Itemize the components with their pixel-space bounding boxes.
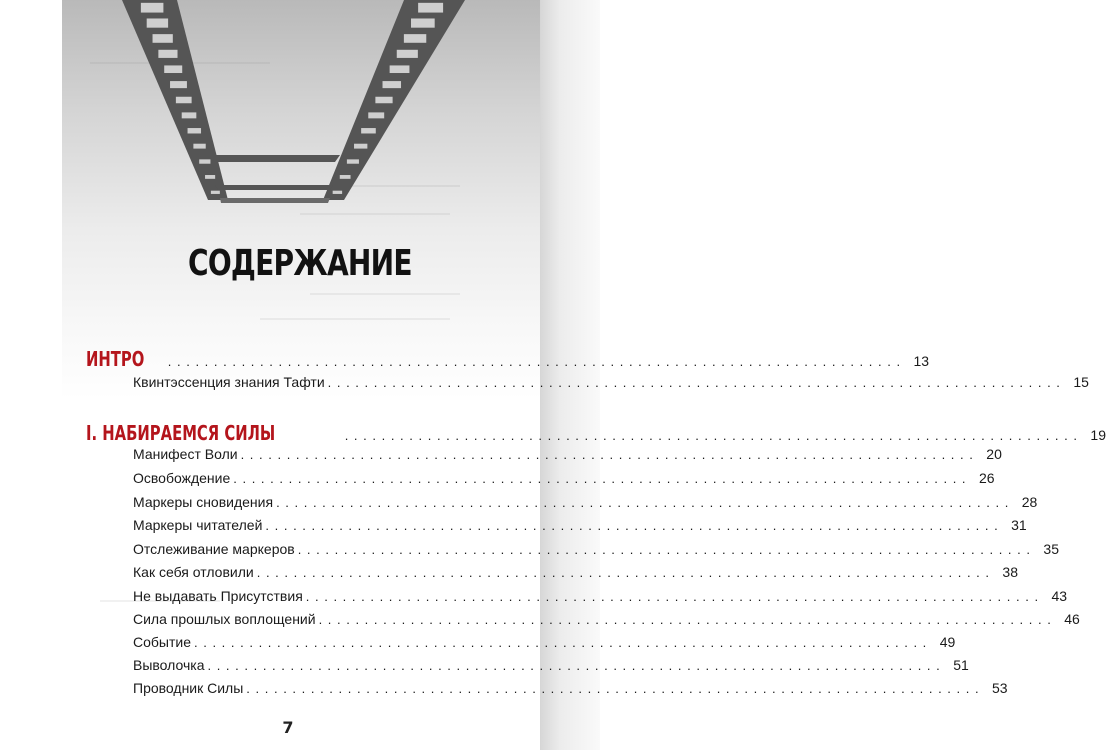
toc-page-number: 31: [1011, 517, 1027, 533]
sprocket-hole: [170, 81, 187, 88]
film-strip-left: [122, 0, 228, 200]
dot-leader: . . . . . . . . . . . . . . . . . . . . . . . . . . . . . . . . . . . . . . . . . . . . . . . . . . . . . . . . . . . . . . . . . . . . . . . . . . . . . . . .: [276, 495, 1010, 510]
sprocket-hole: [375, 97, 392, 104]
sprocket-hole: [141, 3, 164, 13]
toc-entry-title: Сила прошлых воплощений: [133, 611, 316, 627]
toc-entry: [133, 657, 969, 673]
sprocket-hole: [368, 112, 384, 118]
toc-entry-title: Маркеры сновидения: [133, 494, 274, 510]
toc-entry-title: Маркеры читателей: [133, 517, 263, 533]
dot-leader: . . . . . . . . . . . . . . . . . . . . . . . . . . . . . . . . . . . . . . . . . . . . . . . . . . . . . . . . . . . . . . . . . . . . . . . . . . . . . . . .: [246, 681, 980, 696]
toc-entry-title: Не выдавать Присутствия: [133, 588, 303, 604]
sprocket-hole: [205, 175, 215, 179]
toc-page-number: 19: [1090, 427, 1106, 443]
sprocket-hole: [383, 81, 402, 88]
dot-leader: . . . . . . . . . . . . . . . . . . . . . . . . . . . . . . . . . . . . . . . . . . . . . . . . . . . . . . . . . . . . . . . . . . . . . . . . . . . . . . . .: [318, 612, 1052, 627]
film-frame-bar: [215, 185, 333, 190]
sprocket-hole: [164, 65, 182, 73]
dot-leader: . . . . . . . . . . . . . . . . . . . . . . . . . . . . . . . . . . . . . . . . . . . . . . . . . . . . . . . . . . . . . . . . . . . . . . . . . . . . . . . .: [327, 375, 1061, 390]
toc-entry-title: Как себя отловили: [133, 564, 254, 580]
sprocket-hole: [361, 128, 376, 133]
dot-leader: . . . . . . . . . . . . . . . . . . . . . . . . . . . . . . . . . . . . . . . . . . . . . . . . . . . . . . . . . . . . . . . . . . . . . . . . . . . . . . . .: [265, 518, 999, 533]
dot-leader: . . . . . . . . . . . . . . . . . . . . . . . . . . . . . . . . . . . . . . . . . . . . . . . . . . . . . . . . . . . . . . . . . . . . . . . . . . . . . . . .: [233, 471, 967, 486]
toc-entry: [133, 564, 1018, 580]
dot-leader: . . . . . . . . . . . . . . . . . . . . . . . . . . . . . . . . . . . . . . . . . . . . . . . . . . . . . . . . . . . . . . . . . . . . . . . . . . . . . . . .: [240, 447, 974, 462]
sprocket-hole: [176, 97, 192, 104]
toc-section-title: ИНТРО: [86, 347, 145, 371]
toc-page-number: 26: [978, 470, 995, 486]
sprocket-hole: [404, 34, 426, 43]
film-strip-right: [323, 0, 465, 200]
toc-entry: [133, 517, 1027, 533]
toc-page-number: 35: [1043, 541, 1059, 557]
toc-entry: [133, 374, 1089, 390]
sprocket-hole: [411, 18, 435, 27]
toc-entry: [133, 634, 956, 650]
toc-page-number: 53: [992, 680, 1008, 696]
toc-page-number: 51: [953, 657, 969, 673]
toc-entry: [133, 494, 1038, 510]
sprocket-hole: [333, 191, 342, 194]
toc-entry-title: Манифест Воли: [133, 446, 238, 462]
toc-page-number: 49: [939, 634, 956, 650]
toc-entry-title: Выволочка: [133, 657, 205, 673]
toc-page-number: 38: [1002, 564, 1018, 580]
sprocket-hole: [182, 112, 197, 118]
sprocket-hole: [199, 159, 210, 163]
dot-leader: . . . . . . . . . . . . . . . . . . . . . . . . . . . . . . . . . . . . . . . . . . . . . . . . . . . . . . . . . . . . . . . . . . . . . . . . . . . . . . . .: [305, 589, 1040, 604]
toc-entry-title: Квинтэссенция знания Тафти: [133, 374, 325, 390]
toc-page-number: 15: [1073, 374, 1089, 390]
toc-page-number: 13: [913, 353, 930, 369]
toc-section-title: I. НАБИРАЕМСЯ СИЛЫ: [86, 421, 276, 445]
sprocket-hole: [340, 175, 351, 179]
sprocket-hole: [193, 144, 205, 149]
sprocket-hole: [418, 3, 443, 13]
toc-section: [86, 421, 1106, 445]
sprocket-hole: [397, 50, 418, 58]
film-frame-bar: [210, 155, 340, 162]
toc-entry: [133, 588, 1068, 604]
toc-page-number: 43: [1051, 588, 1068, 604]
dot-leader: . . . . . . . . . . . . . . . . . . . . . . . . . . . . . . . . . . . . . . . . . . . . . . . . . . . . . . . . . . . . . . . . . . . . . . . . . . . . . . . .: [167, 354, 902, 369]
dot-leader: . . . . . . . . . . . . . . . . . . . . . . . . . . . . . . . . . . . . . . . . . . . . . . . . . . . . . . . . . . . . . . . . . . . . . . . . . . . . . . . .: [297, 542, 1031, 557]
toc-entry-title: Событие: [133, 634, 191, 650]
page-number: 7: [282, 718, 294, 737]
sprocket-hole: [211, 191, 220, 194]
toc-page-number: 28: [1021, 494, 1038, 510]
toc-entry-title: Проводник Силы: [133, 680, 244, 696]
toc-entry-title: Освобождение: [133, 470, 231, 486]
dot-leader: . . . . . . . . . . . . . . . . . . . . . . . . . . . . . . . . . . . . . . . . . . . . . . . . . . . . . . . . . . . . . . . . . . . . . . . . . . . . . . . .: [207, 658, 941, 673]
toc-entry: [133, 470, 995, 486]
page-title: СОДЕРЖАНИЕ: [188, 243, 412, 284]
dot-leader: . . . . . . . . . . . . . . . . . . . . . . . . . . . . . . . . . . . . . . . . . . . . . . . . . . . . . . . . . . . . . . . . . . . . . . . . . . . . . . . .: [344, 428, 1078, 443]
sprocket-hole: [390, 65, 410, 73]
sprocket-hole: [188, 128, 201, 133]
sprocket-hole: [354, 144, 367, 149]
toc-section: [86, 347, 930, 371]
toc-entry: [133, 446, 1002, 462]
toc-entry-title: Отслеживание маркеров: [133, 541, 295, 557]
toc-entry: [133, 680, 1008, 696]
toc-page-number: 46: [1064, 611, 1080, 627]
sprocket-hole: [158, 50, 177, 58]
film-frame-bar: [220, 198, 330, 203]
sprocket-hole: [153, 34, 173, 43]
toc-entry: [133, 611, 1080, 627]
dot-leader: . . . . . . . . . . . . . . . . . . . . . . . . . . . . . . . . . . . . . . . . . . . . . . . . . . . . . . . . . . . . . . . . . . . . . . . . . . . . . . . .: [194, 635, 928, 650]
toc-entry: [133, 541, 1059, 557]
sprocket-hole: [347, 159, 359, 163]
dot-leader: . . . . . . . . . . . . . . . . . . . . . . . . . . . . . . . . . . . . . . . . . . . . . . . . . . . . . . . . . . . . . . . . . . . . . . . . . . . . . . . .: [256, 565, 990, 580]
sprocket-hole: [147, 18, 168, 27]
toc-page-number: 20: [986, 446, 1002, 462]
